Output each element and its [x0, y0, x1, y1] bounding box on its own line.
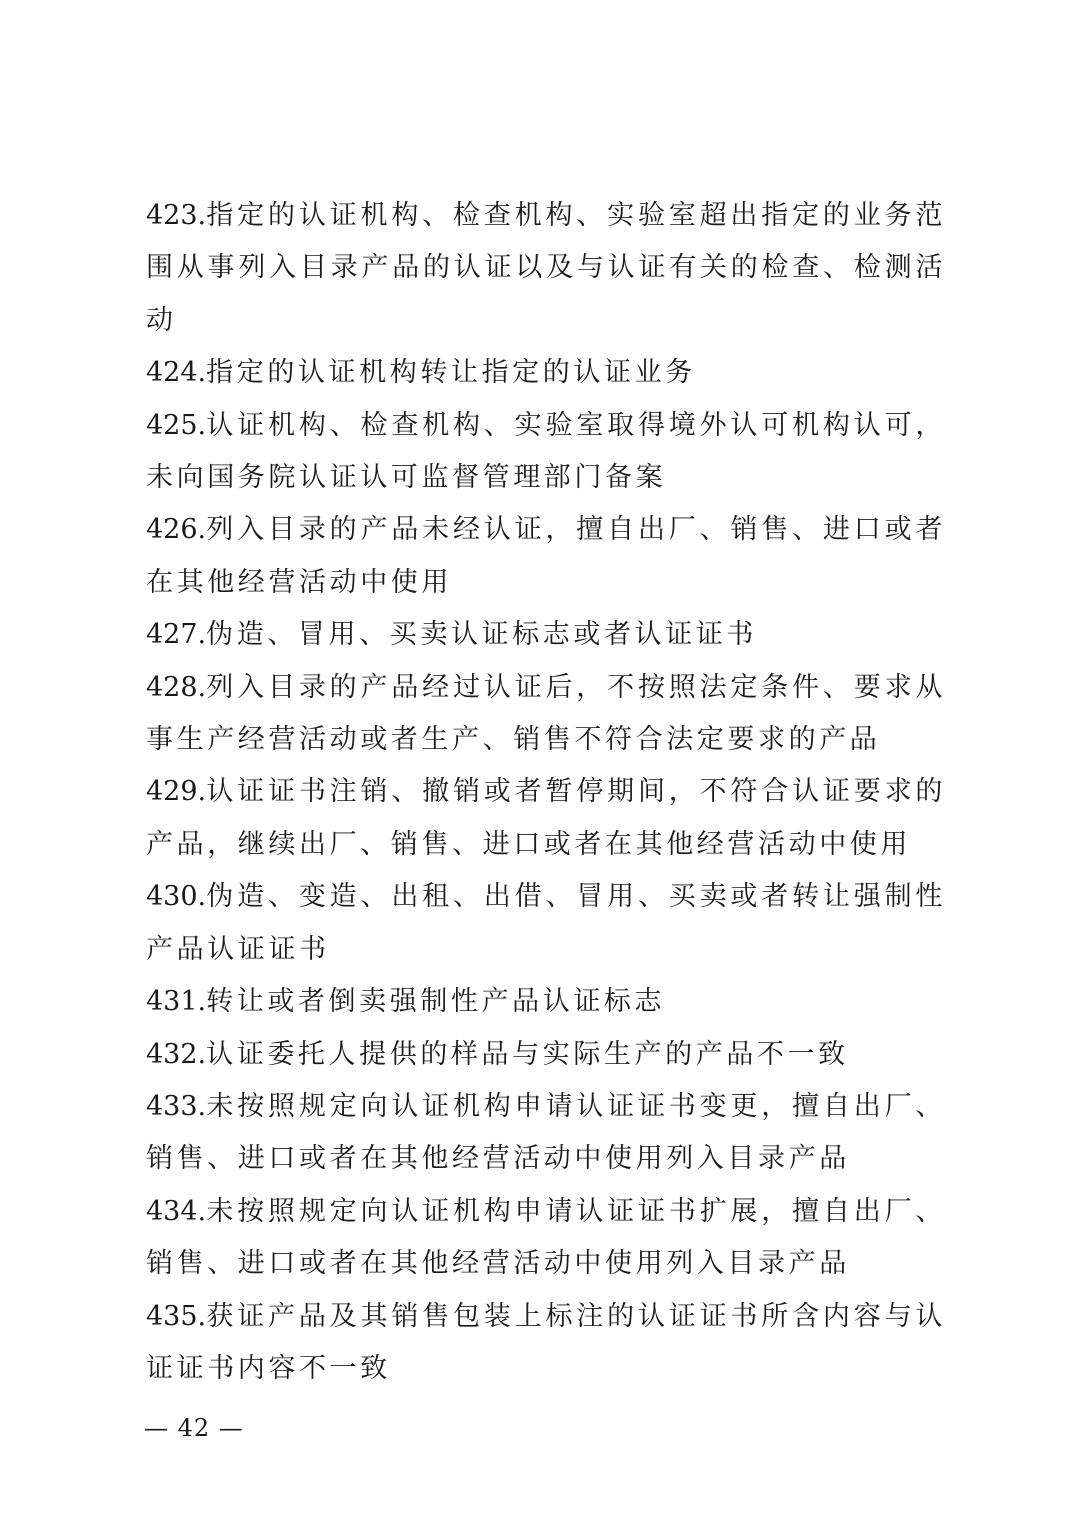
- list-item: [146, 609, 946, 661]
- item-number: 430.: [146, 881, 207, 913]
- item-number: 433.: [146, 1090, 207, 1122]
- list-item: [146, 1081, 946, 1186]
- item-number: 435.: [146, 1300, 207, 1332]
- item-number: 434.: [146, 1195, 207, 1227]
- page-number: — 42 —: [144, 1414, 244, 1442]
- item-text: 伪造、冒用、买卖认证标志或者认证证书: [206, 619, 757, 651]
- item-text: 列入目录的产品未经认证，擅自出厂、销售、进口或者在其他经营活动中使用: [146, 514, 946, 598]
- list-item: [146, 766, 946, 871]
- list-item: [146, 1291, 946, 1396]
- item-text: 指定的认证机构转让指定的认证业务: [206, 357, 696, 389]
- item-text: 认证证书注销、撤销或者暂停期间，不符合认证要求的产品，继续出厂、销售、进口或者在其他经营活动中使用: [146, 776, 946, 860]
- item-text: 未按照规定向认证机构申请认证证书扩展，擅自出厂、销售、进口或者在其他经营活动中使用列入目录产品: [146, 1195, 946, 1280]
- item-number: 428.: [146, 671, 207, 703]
- item-text: 指定的认证机构、检查机构、实验室超出指定的业务范围从事列入目录产品的认证以及与认证有关的检查、检测活动: [146, 200, 946, 336]
- list-item: [146, 1186, 946, 1291]
- item-text: 认证委托人提供的样品与实际生产的产品不一致: [206, 1038, 849, 1070]
- item-number: 431.: [146, 986, 207, 1018]
- document-body: [146, 190, 946, 1395]
- list-item: [146, 1029, 946, 1081]
- list-item: [146, 190, 946, 347]
- item-number: 425.: [146, 409, 207, 441]
- item-text: 获证产品及其销售包装上标注的认证证书所含内容与认证证书内容不一致: [146, 1300, 946, 1384]
- item-text: 认证机构、检查机构、实验室取得境外认可机构认可，未向国务院认证认可监督管理部门备案: [146, 409, 946, 494]
- list-item: [146, 662, 946, 767]
- item-text: 转让或者倒卖强制性产品认证标志: [206, 986, 666, 1018]
- list-item: [146, 976, 946, 1028]
- item-number: 424.: [146, 357, 207, 389]
- list-item: [146, 400, 946, 505]
- item-number: 429.: [146, 776, 207, 808]
- list-item: [146, 347, 946, 399]
- item-text: 未按照规定向认证机构申请认证证书变更，擅自出厂、销售、进口或者在其他经营活动中使用列入目录产品: [146, 1090, 946, 1175]
- list-item: [146, 871, 946, 976]
- list-item: [146, 504, 946, 609]
- item-number: 426.: [146, 514, 207, 546]
- item-number: 427.: [146, 619, 207, 651]
- item-text: 伪造、变造、出租、出借、冒用、买卖或者转让强制性产品认证证书: [146, 881, 946, 965]
- item-number: 423.: [146, 200, 207, 231]
- item-text: 列入目录的产品经过认证后，不按照法定条件、要求从事生产经营活动或者生产、销售不符合法定要求的产品: [146, 671, 946, 756]
- item-number: 432.: [146, 1038, 207, 1070]
